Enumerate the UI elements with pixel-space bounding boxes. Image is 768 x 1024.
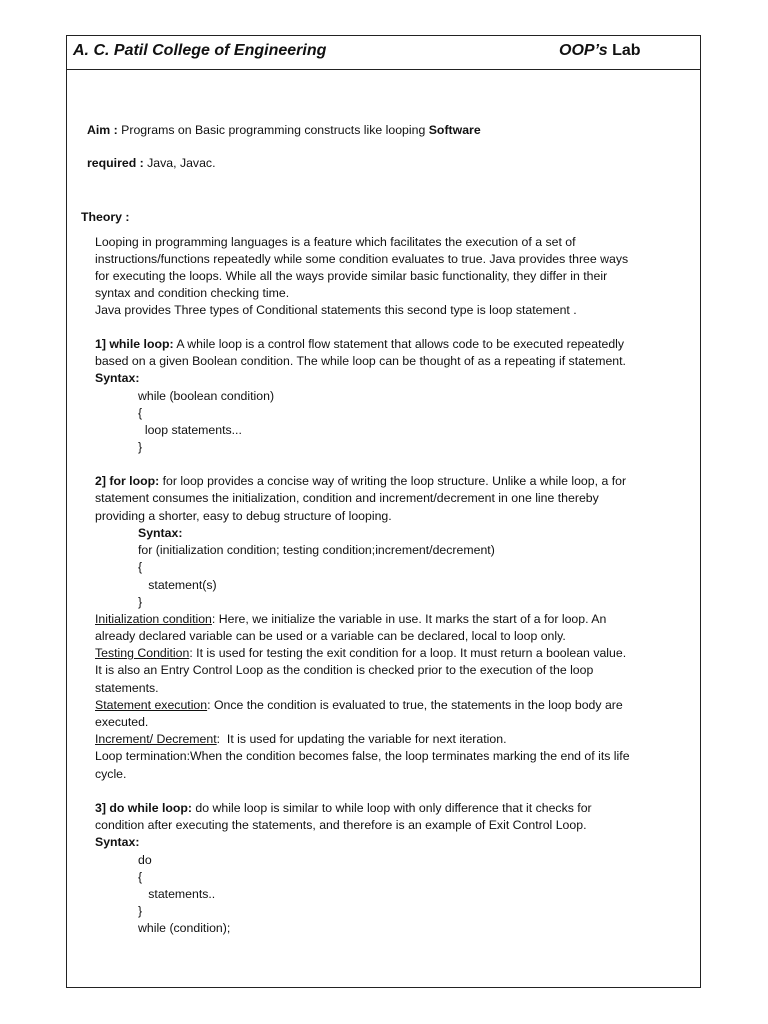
init-term: Initialization condition xyxy=(95,612,212,626)
theory-label: Theory : xyxy=(81,210,130,224)
code-line: { xyxy=(138,406,143,420)
while-desc: based on a given Boolean condition. The while loop can be thought of as a repeating if statement. xyxy=(95,354,626,368)
for-heading: 2] for loop: for loop provides a concise way of writing the loop structure. Unlike a while loop, a for xyxy=(95,474,627,488)
lab-prefix: OOP’s xyxy=(559,42,608,59)
exec-term: Statement execution xyxy=(95,698,208,712)
loop-termination-text: Loop termination:When the condition becomes false, the loop terminates marking the end of its life xyxy=(95,749,630,763)
do-while-heading: 3] do while loop: do while loop is similar to while loop with only difference that it checks for xyxy=(95,801,592,815)
test-term: Testing Condition xyxy=(95,646,190,660)
test-text: It is also an Entry Control Loop as the condition is checked prior to the execution of the loop xyxy=(95,663,594,677)
do-while-desc: condition after executing the statements, and therefore is an example of Exit Control Loop. xyxy=(95,818,587,832)
for-syntax-label: Syntax: xyxy=(138,526,183,540)
while-syntax-label: Syntax: xyxy=(95,371,140,385)
exec-term-line: Statement execution: Once the condition is evaluated to true, the statements in the loop body are xyxy=(95,698,623,712)
for-desc: providing a shorter, easy to debug structure of looping. xyxy=(95,509,392,523)
lab-suffix: Lab xyxy=(607,42,641,59)
code-line: statements.. xyxy=(138,887,216,901)
intro-line: Java provides Three types of Conditional statements this second type is loop statement . xyxy=(95,303,577,317)
code-line: } xyxy=(138,904,143,918)
exec-text: executed. xyxy=(95,715,149,729)
code-line: while (condition); xyxy=(138,921,231,935)
inc-term: Increment/ Decrement xyxy=(95,732,217,746)
while-heading: 1] while loop: A while loop is a control flow statement that allows code to be executed repeatedly xyxy=(95,337,625,351)
init-text: already declared variable can be used or a variable can be declared, local to loop only. xyxy=(95,629,566,643)
code-line: { xyxy=(138,560,143,574)
code-line: } xyxy=(138,595,143,609)
intro-line: instructions/functions repeatedly while some condition evaluates to true. Java provides three ways xyxy=(95,252,629,266)
code-line: loop statements... xyxy=(138,423,242,437)
test-term-line: Testing Condition: It is used for testing the exit condition for a loop. It must return a boolean value. xyxy=(95,646,627,660)
page-header xyxy=(67,36,700,70)
lab-name xyxy=(559,42,641,60)
code-line: } xyxy=(138,440,143,454)
code-line: do xyxy=(138,853,152,867)
code-line: { xyxy=(138,870,143,884)
intro-line: Looping in programming languages is a feature which facilitates the execution of a set of xyxy=(95,235,576,249)
code-line: statement(s) xyxy=(138,578,217,592)
aim-line: Aim : Programs on Basic programming constructs like looping Software xyxy=(87,123,481,137)
page-frame xyxy=(66,35,701,988)
do-while-syntax-label: Syntax: xyxy=(95,835,140,849)
code-line: while (boolean condition) xyxy=(138,389,275,403)
intro-line: syntax and condition checking time. xyxy=(95,286,290,300)
code-line: for (initialization condition; testing condition;increment/decrement) xyxy=(138,543,495,557)
test-text: statements. xyxy=(95,681,159,695)
intro-line: for executing the loops. While all the ways provide similar basic functionality, they differ in their xyxy=(95,269,608,283)
loop-termination-text: cycle. xyxy=(95,767,127,781)
for-desc: statement consumes the initialization, condition and increment/decrement in one line thereby xyxy=(95,491,599,505)
required-line: required : Java, Javac. xyxy=(87,156,216,170)
inc-term-line: Increment/ Decrement: It is used for updating the variable for next iteration. xyxy=(95,732,507,746)
init-term-line: Initialization condition: Here, we initialize the variable in use. It marks the start of a for loop. An xyxy=(95,612,607,626)
college-name: A. C. Patil College of Engineering xyxy=(73,42,327,59)
